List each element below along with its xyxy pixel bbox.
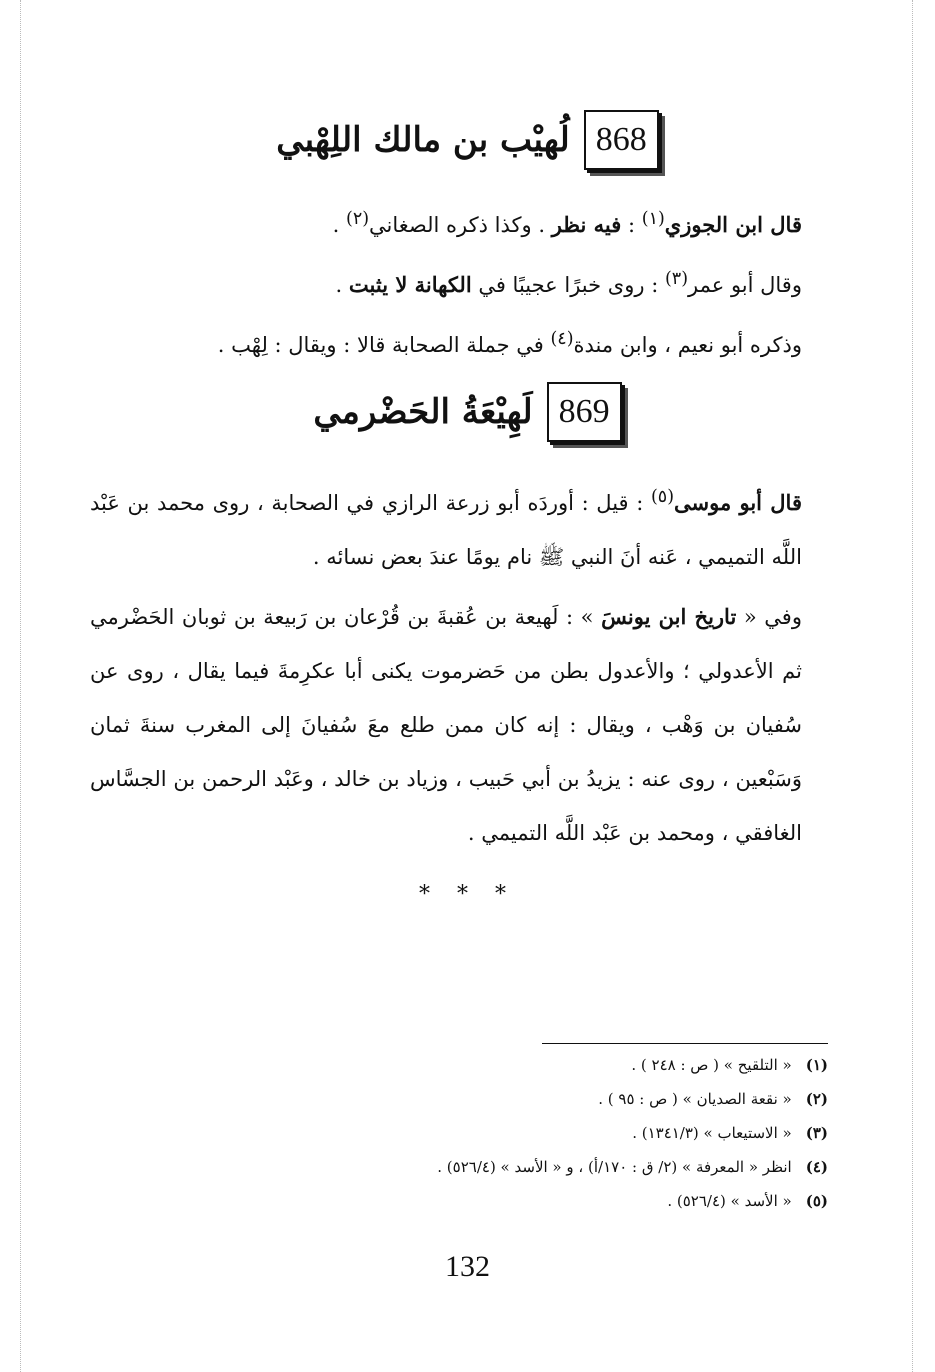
entry-868-line-2	[90, 252, 802, 312]
footnote-text: « نقعة الصديان » ( ص : ٩٥ ) .	[598, 1090, 792, 1108]
margin-guide-right	[912, 0, 914, 1372]
text-run: .	[332, 213, 346, 237]
text-run: » : لَهيعة بن عُقبةَ بن قُرْعان بن رَبيعة بن ثوبان الحَضْرمي ثم الأعدولي ؛ والأعدول بطن من حَضرموت يكنى أبا عكرِمةَ فيما يقال ، روى عن سُفيان بن وَهْب ، ويقال : إنه كان ممن طلع معَ سُفيانَ إلى المغرب سنةَ ثمان وَسَبْعين ، روى عنه : يزيدُ بن أبي حَبيب ، وزياد بن خالد ، وعَبْد الرحمن بن الجسَّاس الغافقي ، ومحمد بن عَبْد اللَّه التميمي .	[90, 605, 802, 845]
text-run: . وكذا ذكره الصغاني	[369, 213, 552, 237]
footnote-ref: (٥)	[650, 487, 675, 507]
footnote-ref: (١)	[641, 209, 665, 229]
footnote-number: (٣)	[805, 1124, 828, 1142]
text-run: :	[621, 213, 642, 237]
quoted-author: قال ابن الجوزي	[664, 212, 802, 237]
entry-number-box: 869	[547, 382, 622, 442]
entry-869-body	[90, 470, 802, 860]
entry-number-box: 868	[584, 110, 659, 170]
footnote-number: (٤)	[805, 1158, 828, 1176]
entry-868-heading	[0, 110, 935, 170]
footnote-item	[180, 1048, 828, 1082]
margin-guide-left	[20, 0, 22, 1372]
footnote-item	[180, 1184, 828, 1218]
footnote-item	[180, 1082, 828, 1116]
entry-869-paragraph-1	[90, 470, 802, 584]
bold-phrase: فيه نظر	[551, 212, 622, 237]
text-run: : قيل : أوردَه أبو زرعة الرازي في الصحابة ، روى محمد بن عَبْد اللَّه التميمي ، عَنه أنَ النبي ﷺ نام يومًا عندَ بعض نسائه .	[90, 491, 802, 569]
entry-title: لَهِيْعَةُ الحَضْرمي	[313, 392, 533, 432]
entry-869-heading	[0, 382, 935, 442]
footnote-text: انظر « المعرفة » (٢/ ق : ١٧٠/أ) ، و « الأسد » (٥٢٦/٤) .	[437, 1158, 792, 1176]
text-run: وذكره أبو نعيم ، وابن مندة	[573, 333, 802, 357]
section-separator: * * *	[419, 882, 516, 907]
text-run: في جملة الصحابة قالا : ويقال : لِهْب .	[217, 333, 551, 357]
footnote-ref: (٣)	[664, 269, 689, 289]
footnote-text: « التلقيح » ( ص : ٢٤٨ ) .	[631, 1056, 792, 1074]
entry-868-line-1	[90, 192, 802, 252]
entry-869-paragraph-2	[90, 590, 802, 860]
footnote-ref: (٢)	[345, 209, 370, 229]
quoted-author: قال أبو موسى	[674, 490, 802, 515]
footnote-rule	[542, 1043, 828, 1044]
footnote-item	[180, 1150, 828, 1184]
entry-868-line-3	[90, 312, 802, 372]
page-number: 132	[445, 1250, 490, 1283]
footnote-ref: (٤)	[550, 329, 574, 349]
bold-phrase: الكهانة لا يثبت	[348, 272, 472, 297]
text-run: : روى خبرًا عجيبًا في	[471, 273, 665, 297]
footnote-number: (٥)	[805, 1192, 828, 1210]
footnote-item	[180, 1116, 828, 1150]
book-title: تاريخ ابن يونسَ	[601, 604, 737, 629]
footnote-text: « الاستيعاب » (١٣٤١/٣) .	[632, 1124, 792, 1142]
footnote-number: (٢)	[805, 1090, 828, 1108]
footnote-number: (١)	[805, 1056, 828, 1074]
text-run: .	[335, 273, 349, 297]
footnote-text: « الأسد » (٥٢٦/٤) .	[667, 1192, 792, 1210]
text-run: وقال أبو عمر	[688, 273, 802, 297]
text-run: وفي «	[736, 605, 802, 629]
entry-868-body	[90, 192, 802, 372]
entry-title: لُهيْب بن مالك اللِهْبي	[276, 120, 570, 160]
footnotes	[180, 1048, 828, 1218]
